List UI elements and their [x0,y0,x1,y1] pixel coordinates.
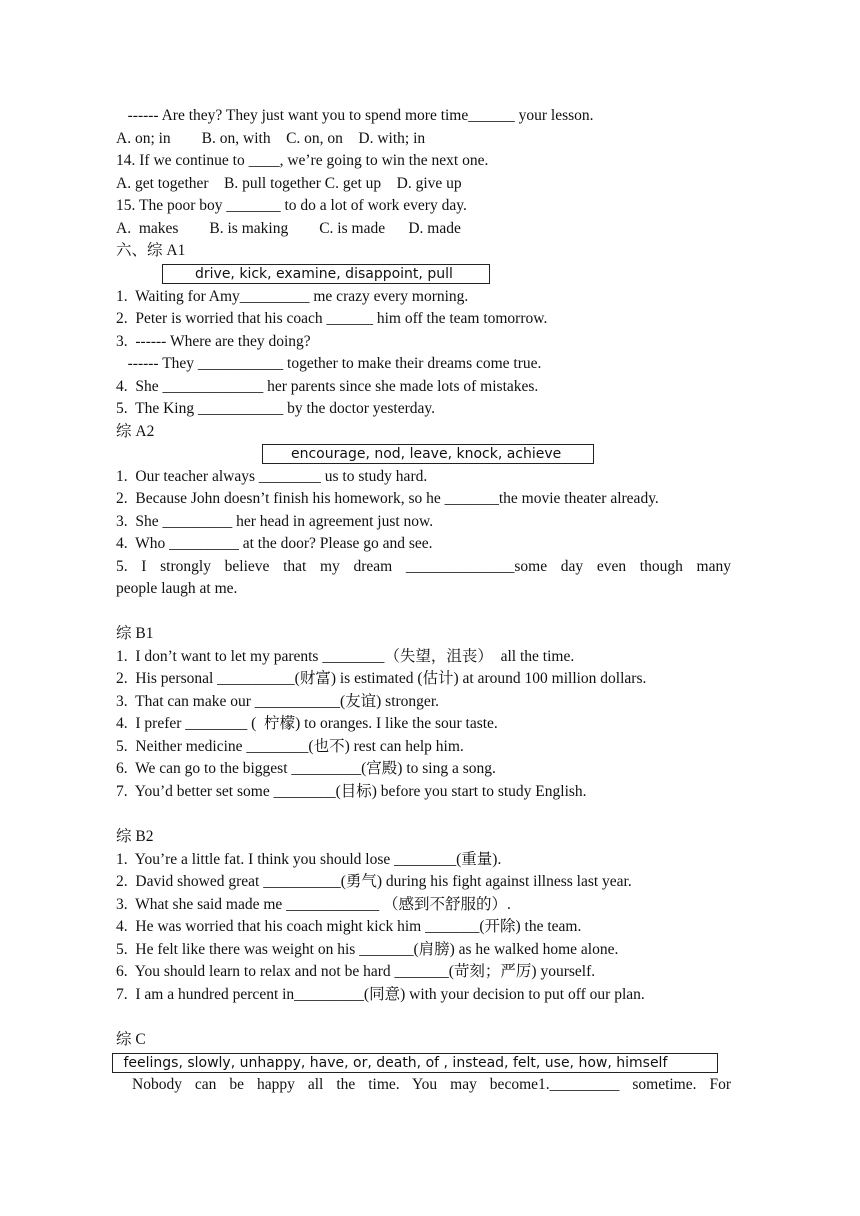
question-14: 14. If we continue to ____, we’re going to win the next one. [116,152,489,169]
question-15: 15. The poor boy _______ to do a lot of work every day. [116,197,467,214]
list-item: 1. I don’t want to let my parents ________（失望，沮丧） all the time. [116,648,575,665]
list-item: 5. He felt like there was weight on his _______(肩膀) as he walked home alone. [116,941,619,958]
list-item: 6. You should learn to relax and not be hard _______(苛刻；严厉) yourself. [116,963,596,980]
text-line: ------ Are they? They just want you to spend more time______ your lesson. [116,107,594,124]
list-item: 2. David showed great __________(勇气) during his fight against illness last year. [116,873,632,890]
word-bank-c: feelings, slowly, unhappy, have, or, death, of , instead, felt, use, how, himself [112,1053,718,1073]
word-bank-a1: drive, kick, examine, disappoint, pull [162,264,490,284]
list-item: 3. ------ Where are they doing? [116,333,311,350]
list-item: 2. Peter is worried that his coach ______ him off the team tomorrow. [116,310,548,327]
list-item: 2. Because John doesn’t finish his homework, so he _______the movie theater already. [116,490,659,507]
section-b2-heading: 综 B2 [116,828,154,845]
section-a1-heading: 六、综 A1 [116,242,186,259]
list-item: 1. You’re a little fat. I think you should lose ________(重量). [116,851,502,868]
list-item: 2. His personal __________(财富) is estimated (估计) at around 100 million dollars. [116,670,647,687]
options-line: A. makes B. is making C. is made D. made [116,220,461,237]
section-c-heading: 综 C [116,1031,146,1048]
list-item: 5. The King ___________ by the doctor yesterday. [116,400,435,417]
section-a2-heading: 综 A2 [116,423,155,440]
list-item: 3. That can make our ___________(友谊) stronger. [116,693,439,710]
options-line: A. get together B. pull together C. get up D. give up [116,175,462,192]
word-bank-a2: encourage, nod, leave, knock, achieve [262,444,594,464]
list-item: 5. I strongly believe that my dream ______________some day even though many [116,558,731,575]
list-item: 1. Waiting for Amy_________ me crazy every morning. [116,288,469,305]
list-item: 4. She _____________ her parents since she made lots of mistakes. [116,378,539,395]
list-item: 4. He was worried that his coach might kick him _______(开除) the team. [116,918,582,935]
options-line: A. on; in B. on, with C. on, on D. with; in [116,130,426,147]
list-item: 7. You’d better set some ________(目标) before you start to study English. [116,783,587,800]
list-item: 3. What she said made me ____________ （感到不舒服的）. [116,896,511,913]
list-item: 1. Our teacher always ________ us to study hard. [116,468,428,485]
list-item: 6. We can go to the biggest _________(宫殿) to sing a song. [116,760,496,777]
passage-line: Nobody can be happy all the time. You may become1._________ sometime. For [132,1076,731,1093]
section-b1-heading: 综 B1 [116,625,154,642]
list-item: 4. I prefer ________ ( 柠檬) to oranges. I like the sour taste. [116,715,498,732]
list-item: 4. Who _________ at the door? Please go and see. [116,535,433,552]
list-item: ------ They ___________ together to make their dreams come true. [116,355,542,372]
list-item: 5. Neither medicine ________(也不) rest can help him. [116,738,464,755]
list-item: 7. I am a hundred percent in_________(同意) with your decision to put off our plan. [116,986,645,1003]
list-item-continuation: people laugh at me. [116,580,238,597]
list-item: 3. She _________ her head in agreement just now. [116,513,434,530]
